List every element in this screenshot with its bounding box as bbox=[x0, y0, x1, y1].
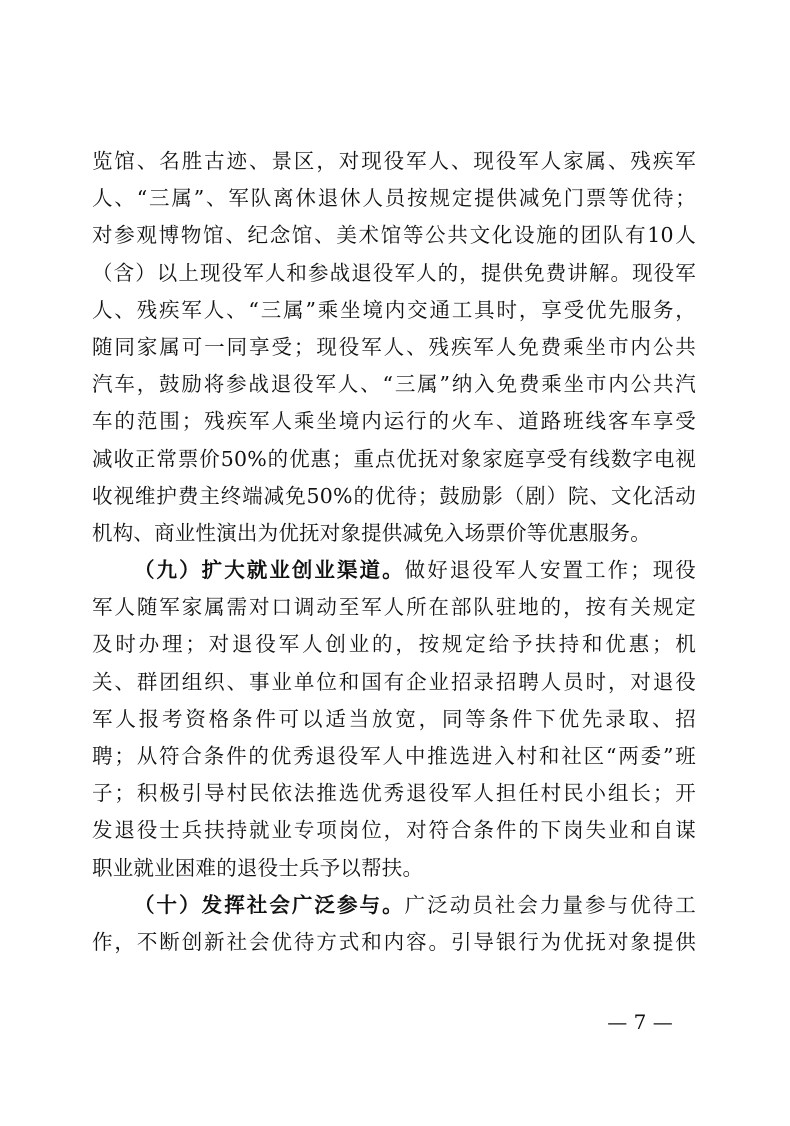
page-number: — 7 — bbox=[607, 1010, 673, 1034]
text-line: 子；积极引导村民依法推选优秀退役军人担任村民小组长；开 bbox=[92, 781, 696, 806]
text-line: 机构、商业性演出为优抚对象提供减免入场票价等优惠服务。 bbox=[92, 520, 651, 545]
section-9-heading: （九）扩大就业创业渠道。 bbox=[134, 558, 405, 583]
text-line: 览馆、名胜古迹、景区，对现役军人、现役军人家属、残疾军 bbox=[92, 149, 696, 173]
text-line: 职业就业困难的退役士兵予以帮扶。 bbox=[92, 855, 424, 880]
section-10-first-line-text: 广泛动员社会力量参与优待工 bbox=[404, 892, 696, 917]
text-line: （含）以上现役军人和参战退役军人的，提供免费讲解。现役军 bbox=[92, 260, 696, 285]
section-10-first-line bbox=[92, 887, 696, 924]
text-line: 聘；从符合条件的优秀退役军人中推选进入村和社区“两委”班 bbox=[92, 744, 696, 768]
section-9-first-line-text: 做好退役军人安置工作；现役 bbox=[404, 558, 696, 583]
text-line: 随同家属可一同享受；现役军人、残疾军人免费乘坐市内公共 bbox=[92, 334, 696, 359]
body-text bbox=[92, 143, 696, 961]
text-line: 减收正常票价50%的优惠；重点优抚对象家庭享受有线数字电视 bbox=[92, 446, 696, 471]
text-line: 军人报考资格条件可以适当放宽，同等条件下优先录取、招 bbox=[92, 706, 696, 731]
text-line: 作，不断创新社会优待方式和内容。引导银行为优抚对象提供 bbox=[92, 929, 696, 954]
text-line: 及时办理；对退役军人创业的，按规定给予扶持和优惠；机 bbox=[92, 632, 696, 657]
section-10-heading: （十）发挥社会广泛参与。 bbox=[134, 892, 405, 917]
text-line: 收视维护费主终端减免50%的优待；鼓励影（剧）院、文化活动 bbox=[92, 483, 696, 508]
text-line: 关、群团组织、事业单位和国有企业招录招聘人员时，对退役 bbox=[92, 669, 696, 694]
text-line: 汽车，鼓励将参战退役军人、“三属”纳入免费乘坐市内公共汽 bbox=[92, 372, 696, 397]
text-line: 车的范围；残疾军人乘坐境内运行的火车、道路班线客车享受 bbox=[92, 409, 696, 434]
text-line: 人、“三属”、军队离休退休人员按规定提供减免门票等优待； bbox=[92, 186, 696, 211]
section-9-first-line bbox=[92, 552, 696, 589]
text-line: 对参观博物馆、纪念馆、美术馆等公共文化设施的团队有10人 bbox=[92, 223, 696, 248]
text-line: 人、残疾军人、“三属”乘坐境内交通工具时，享受优先服务， bbox=[92, 297, 696, 322]
text-line: 发退役士兵扶持就业专项岗位，对符合条件的下岗失业和自谋 bbox=[92, 818, 696, 843]
text-line: 军人随军家属需对口调动至军人所在部队驻地的，按有关规定 bbox=[92, 595, 696, 620]
